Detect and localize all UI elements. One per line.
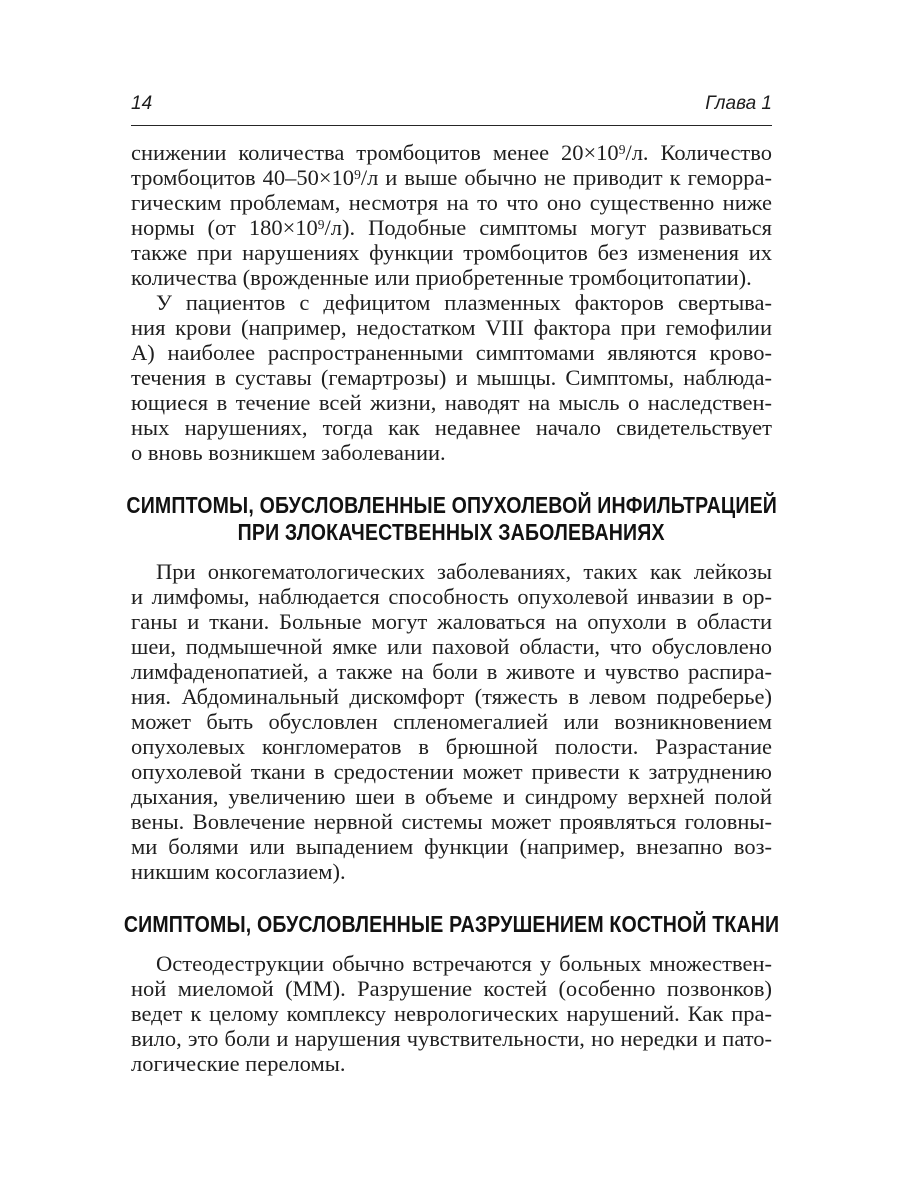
text-line: никшим косоглазием). xyxy=(131,859,346,884)
paragraph xyxy=(131,559,772,884)
text-line: ющиеся в течение всей жизни, наводят на мысль о наследствен- xyxy=(131,390,772,415)
paragraph xyxy=(131,290,772,465)
text-line: шеи, подмышечной ямке или паховой области, что обусловлено xyxy=(131,634,772,659)
text-line: ния. Абдоминальный дискомфорт (тяжесть в левом подреберье) xyxy=(131,684,772,709)
text-line: снижении количества тромбоцитов менее $20\times 10^9/л$. Количество xyxy=(131,140,772,165)
text-line: ных нарушениях, тогда как недавнее начало свидетельствует xyxy=(131,415,772,440)
text-line: о вновь возникшем заболевании. xyxy=(131,440,446,465)
text-line: Остеодеструкции обычно встречаются у больных множествен- xyxy=(156,951,772,976)
running-head xyxy=(131,93,772,115)
heading-line: ПРИ ЗЛОКАЧЕСТВЕННЫХ ЗАБОЛЕВАНИЯХ xyxy=(237,519,666,545)
text-line: При онкогематологических заболеваниях, таких как лейкозы xyxy=(156,559,772,584)
text-line: также при нарушениях функции тромбоцитов без изменения их xyxy=(131,240,772,265)
section-heading xyxy=(126,492,777,546)
text-line: и лимфомы, наблюдается способность опухолевой инвазии в ор- xyxy=(131,584,772,609)
section-heading xyxy=(123,911,780,938)
text-line: нормы (от $180\times 10^9/л$). Подобные симптомы могут развиваться xyxy=(131,215,772,240)
text-line: У пациентов с дефицитом плазменных факторов свертыва- xyxy=(156,290,772,315)
heading-line: СИМПТОМЫ, ОБУСЛОВЛЕННЫЕ РАЗРУШЕНИЕМ КОСТНОЙ ТКАНИ xyxy=(123,911,780,937)
paragraph xyxy=(131,140,772,290)
text-line: количества (врожденные или приобретенные тромбоцитопатии). xyxy=(131,265,752,290)
text-line: вило, это боли и нарушения чувствительности, но нередки и пато- xyxy=(131,1026,772,1051)
paragraph xyxy=(131,951,772,1076)
text-line: гическим проблемам, несмотря на то что оно существенно ниже xyxy=(131,190,772,215)
heading-line: СИМПТОМЫ, ОБУСЛОВЛЕННЫЕ ОПУХОЛЕВОЙ ИНФИЛЬТРАЦИЕЙ xyxy=(126,492,777,518)
header-rule xyxy=(131,125,772,126)
text-line: дыхания, увеличению шеи в объеме и синдрому верхней полой xyxy=(131,784,772,809)
text-line: лимфаденопатией, а также на боли в животе и чувство распира- xyxy=(131,659,772,684)
text-line: ми болями или выпадением функции (например, внезапно воз- xyxy=(131,834,772,859)
text-line: А) наиболее распространенными симптомами являются крово- xyxy=(131,340,772,365)
text-line: ния крови (например, недостатком VIII фактора при гемофилии xyxy=(131,315,772,340)
text-line: ной миеломой (ММ). Разрушение костей (особенно позвонков) xyxy=(131,976,772,1001)
text-line: логические переломы. xyxy=(131,1051,346,1076)
text-line: ганы и ткани. Больные могут жаловаться на опухоли в области xyxy=(131,609,772,634)
text-line: течения в суставы (гемартрозы) и мышцы. Симптомы, наблюда- xyxy=(131,365,772,390)
text-line: тромбоцитов $40-50\times 10^9/л$ и выше обычно не приводит к геморра- xyxy=(131,165,772,190)
page-number: 14 xyxy=(131,93,153,114)
text-line: может быть обусловлен спленомегалией или возникновением xyxy=(131,709,772,734)
page-body-text xyxy=(123,140,780,1076)
text-line: ведет к целому комплексу неврологических нарушений. Как пра- xyxy=(131,1001,772,1026)
text-line: опухолевых конгломератов в брюшной полости. Разрастание xyxy=(131,734,772,759)
text-line: вены. Вовлечение нервной системы может проявляться головны- xyxy=(131,809,772,834)
chapter-label: Глава 1 xyxy=(705,93,772,114)
text-line: опухолевой ткани в средостении может привести к затруднению xyxy=(131,759,772,784)
